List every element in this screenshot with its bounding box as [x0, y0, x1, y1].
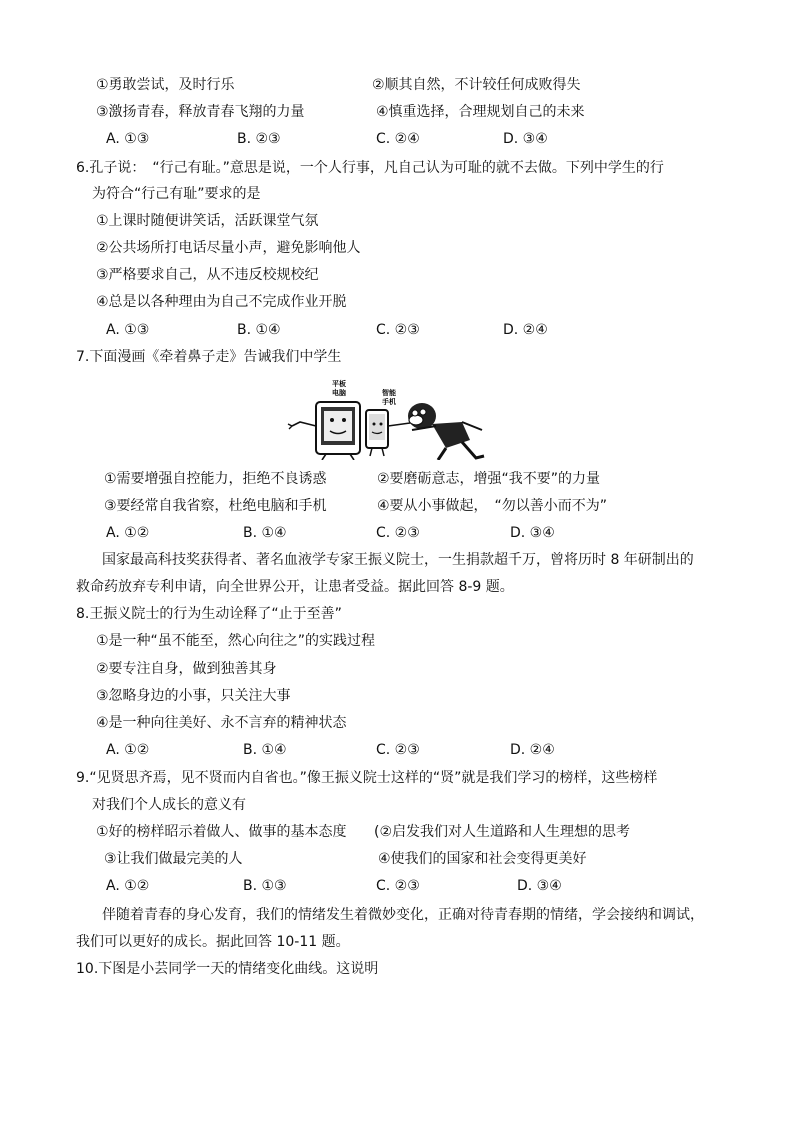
q8-answer-b: B. ①④: [243, 742, 287, 758]
q8-answer-a: A. ①②: [106, 742, 150, 758]
q8-answer-c: C. ②③: [376, 742, 420, 758]
q9-answer-c: C. ②③: [376, 878, 420, 894]
q9-answer-b: B. ①③: [243, 878, 287, 894]
q9-option-1: ①好的榜样昭示着做人、做事的基本态度: [96, 824, 347, 840]
q9-option-2: (②启发我们对人生道路和人生理想的思考: [374, 824, 631, 840]
q6-option-4: ④总是以各种理由为自己不完成作业开脱: [96, 294, 347, 310]
cartoon-illustration: [286, 376, 506, 460]
cartoon-label-phone-line-1: 智能: [382, 389, 396, 397]
q9-answer-d: D. ③④: [517, 878, 562, 894]
tablet-drawing: [288, 402, 360, 460]
q6-option-1: ①上课时随便讲笑话，活跃课堂气氛: [96, 213, 319, 229]
q5-answer-b: B. ②③: [237, 131, 281, 147]
q5-option-4: ④慎重选择，合理规划自己的未来: [376, 104, 585, 120]
q5-answer-d: D. ③④: [503, 131, 548, 147]
q7-answer-b: B. ①④: [243, 525, 287, 541]
q5-option-2: ②顺其自然，不计较任何成败得失: [372, 77, 581, 93]
q9-option-4: ④使我们的国家和社会变得更美好: [378, 851, 587, 867]
q8-option-4: ④是一种向往美好、永不言弃的精神状态: [96, 715, 347, 731]
q6-answer-d: D. ②④: [503, 322, 548, 338]
q10-stem: 10.下图是小芸同学一天的情绪变化曲线。这说明: [76, 961, 379, 977]
q8-option-3: ③忽略身边的小事，只关注大事: [96, 688, 291, 704]
q7-stem: 7.下面漫画《牵着鼻子走》告诫我们中学生: [76, 349, 342, 365]
q7-answer-a: A. ①②: [106, 525, 150, 541]
q7-option-3: ③要经常自我省察，杜绝电脑和手机: [104, 498, 327, 514]
q5-option-3: ③激扬青春，释放青春飞翔的力量: [96, 104, 305, 120]
q8-option-2: ②要专注自身，做到独善其身: [96, 661, 277, 677]
q8-option-1: ①是一种“虽不能至，然心向往之”的实践过程: [96, 633, 376, 649]
q7-option-1: ①需要增强自控能力，拒绝不良诱惑: [104, 471, 327, 487]
q7-answer-c: C. ②③: [376, 525, 420, 541]
q8-answer-d: D. ②④: [510, 742, 555, 758]
q9-stem-line-1: 9.“见贤思齐焉，见不贤而内自省也。”像王振义院士这样的“贤”就是我们学习的榜样，这些榜样: [76, 770, 658, 786]
passage-8-9-line-2: 救命药放弃专利申请，向全世界公开，让患者受益。据此回答 8-9 题。: [76, 579, 514, 595]
q8-stem: 8.王振义院士的行为生动诠释了“止于至善”: [76, 606, 342, 622]
q5-answer-a: A. ①③: [106, 131, 150, 147]
q7-option-2: ②要磨砺意志，增强“我不要”的力量: [377, 471, 601, 487]
q6-answer-b: B. ①④: [237, 322, 281, 338]
passage-10-11-line-2: 我们可以更好的成长。据此回答 10-11 题。: [76, 934, 350, 950]
q6-stem-line-2: 为符合“行己有耻”要求的是: [92, 186, 261, 202]
q6-answer-a: A. ①③: [106, 322, 150, 338]
q6-option-3: ③严格要求自己，从不违反校规校纪: [96, 267, 319, 283]
passage-8-9-line-1: 国家最高科技奖获得者、著名血液学专家王振义院士，一生捐款超千万，曾将历时 8 年研制出的: [102, 552, 694, 568]
q6-option-2: ②公共场所打电话尽量小声，避免影响他人: [96, 240, 361, 256]
passage-10-11-line-1: 伴随着青春的身心发育，我们的情绪发生着微妙变化，正确对待青春期的情绪，学会接纳和调试，: [102, 907, 704, 923]
q5-option-1: ①勇敢尝试，及时行乐: [96, 77, 235, 93]
q9-stem-line-2: 对我们个人成长的意义有: [92, 797, 246, 813]
q6-answer-c: C. ②③: [376, 322, 420, 338]
q9-option-3: ③让我们做最完美的人: [104, 851, 243, 867]
cartoon-label-tablet-line-1: 平板: [332, 380, 346, 388]
q7-answer-d: D. ③④: [510, 525, 555, 541]
q6-stem-line-1: 6.孔子说： “行己有耻。”意思是说，一个人行事，凡自己认为可耻的就不去做。下列中学生的行: [76, 160, 664, 176]
q7-option-4: ④要从小事做起， “勿以善小而不为”: [377, 498, 608, 514]
q5-answer-c: C. ②④: [376, 131, 420, 147]
q9-answer-a: A. ①②: [106, 878, 150, 894]
cartoon-label-tablet-line-2: 电脑: [332, 389, 346, 397]
phone-drawing: [366, 410, 410, 456]
student-drawing: [408, 403, 484, 460]
cartoon-label-phone-line-2: 手机: [382, 398, 396, 406]
